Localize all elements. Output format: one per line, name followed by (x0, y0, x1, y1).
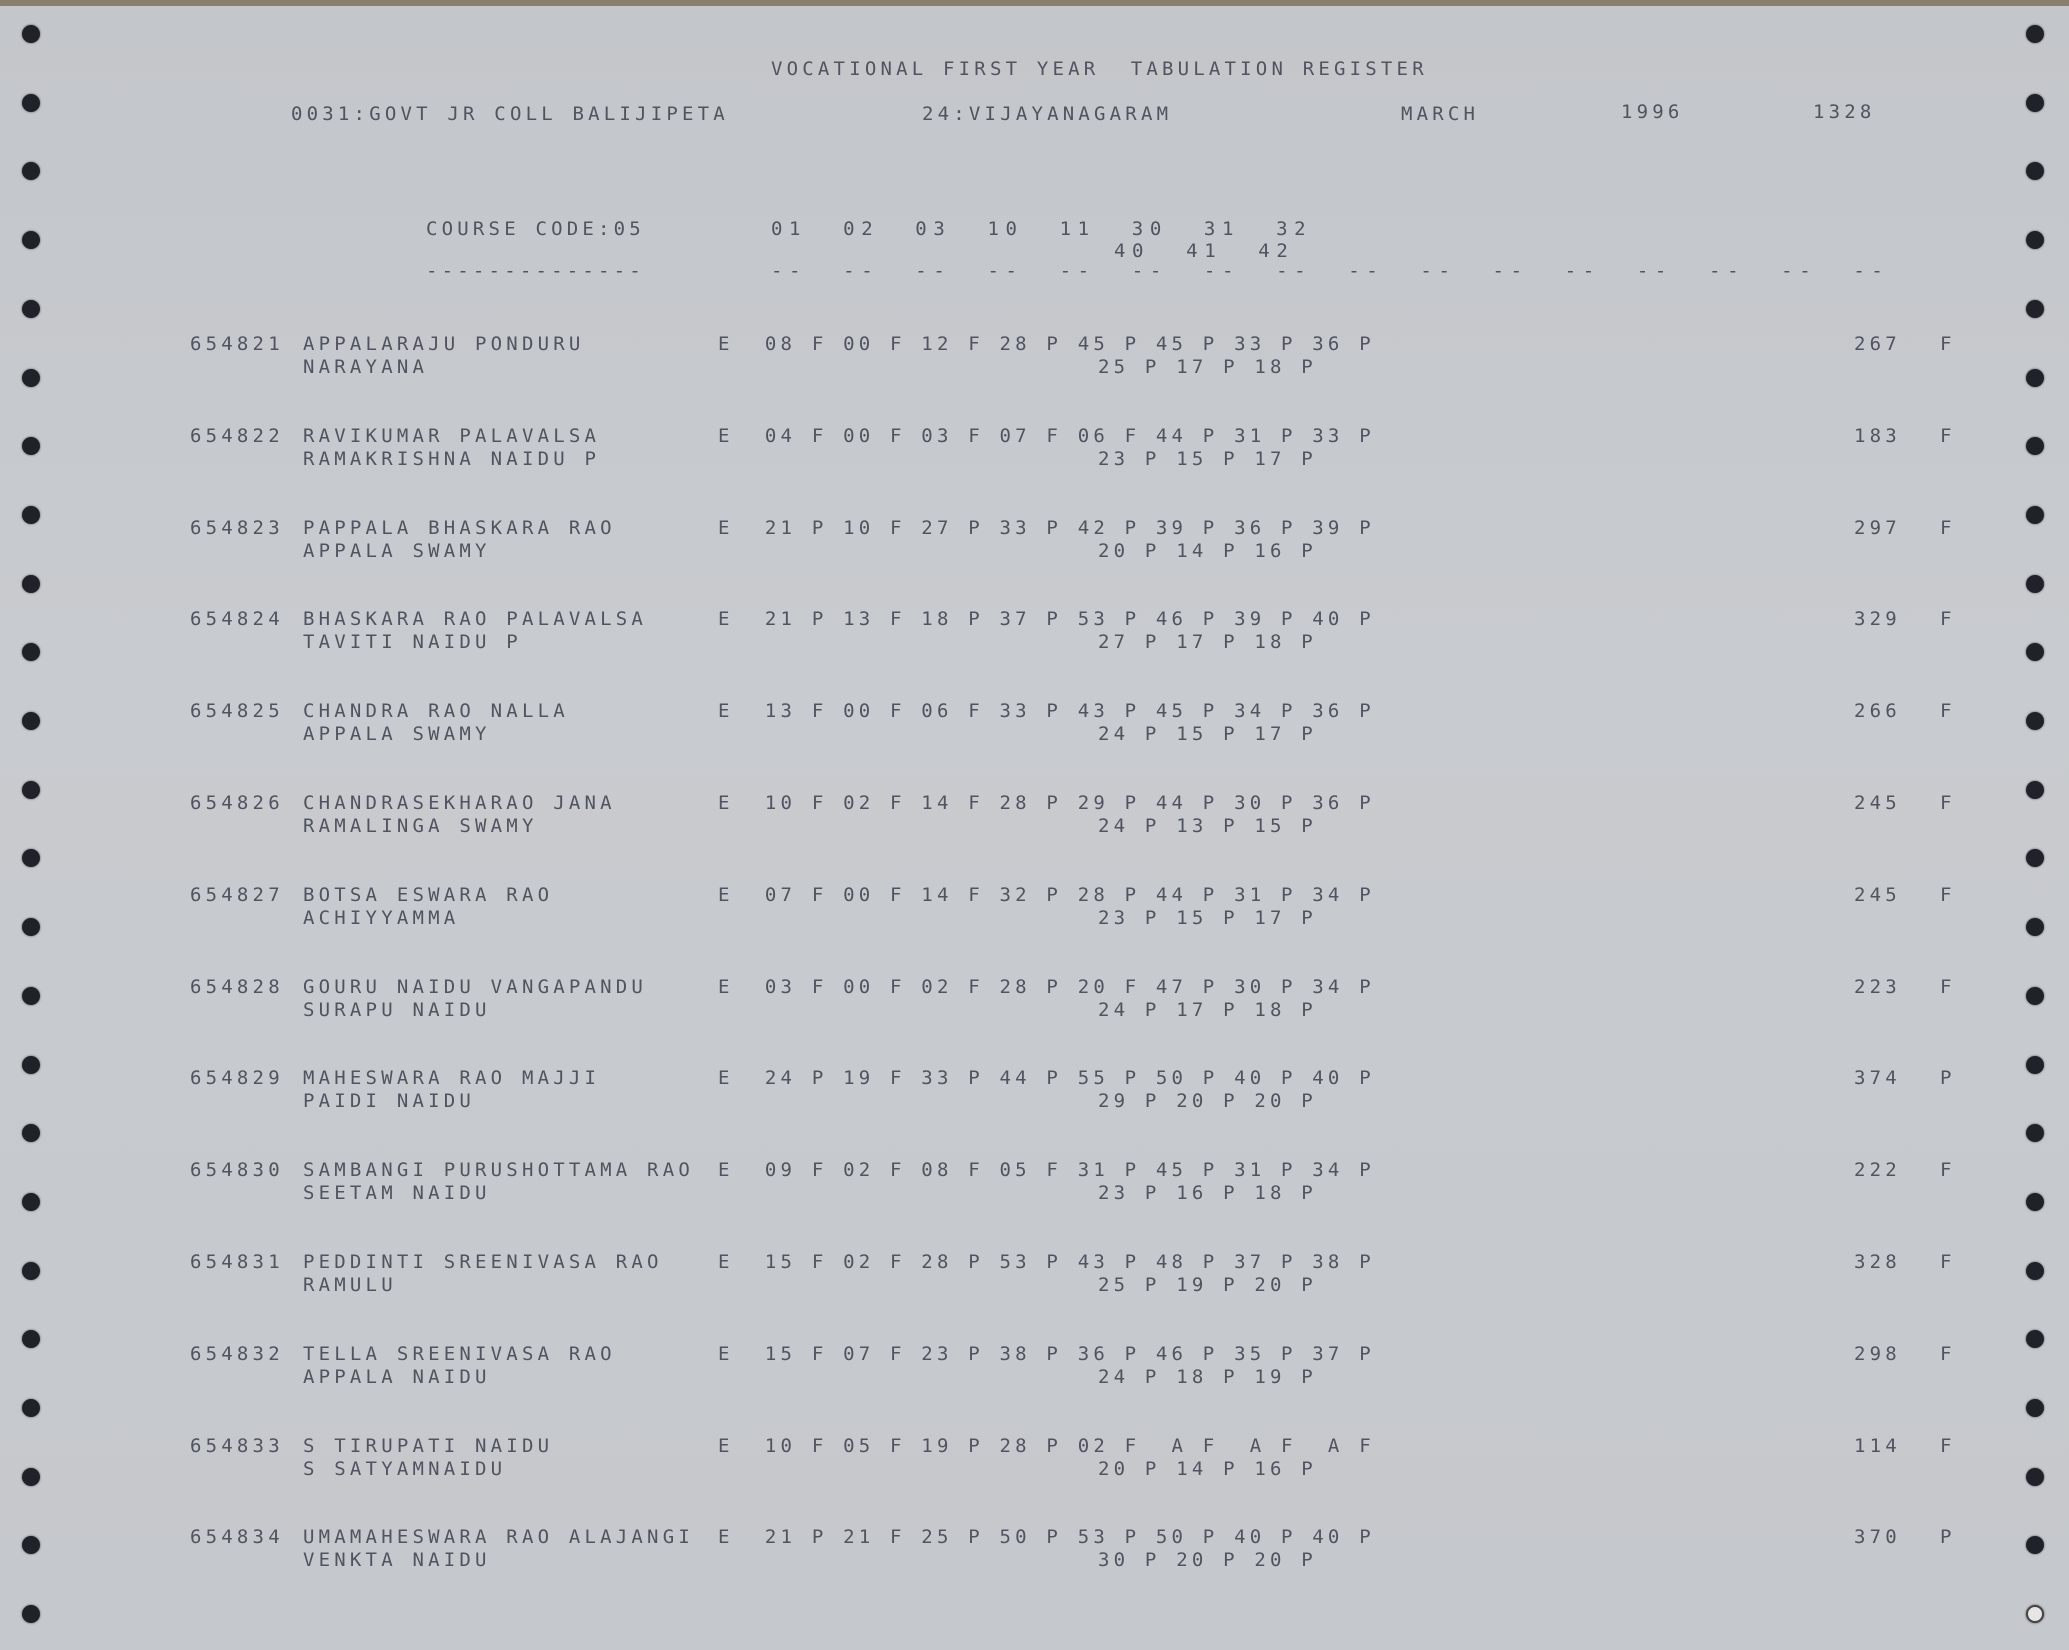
roll-number: 654828 (190, 975, 284, 998)
table-row (190, 1435, 2010, 1495)
total-marks: 370 (1854, 1526, 1901, 1549)
feed-hole-icon (2026, 506, 2044, 524)
table-row (190, 976, 2010, 1036)
marks-line1: E 15 F 07 F 23 P 38 P 36 P 46 P 35 P 37 P (718, 1342, 1375, 1365)
marks-line2: 25 P 19 P 20 P (1098, 1274, 1317, 1296)
feed-hole-icon (2026, 712, 2044, 730)
table-row (190, 1067, 2010, 1127)
total-marks: 223 (1854, 975, 1901, 998)
student-name: RAVIKUMAR PALAVALSA (303, 424, 601, 447)
marks-line2: 23 P 15 P 17 P (1098, 906, 1317, 929)
left-tractor-holes (14, 0, 54, 1650)
marks-line1: E 15 F 02 F 28 P 53 P 43 P 48 P 37 P 38 P (718, 1251, 1375, 1273)
parent-name: APPALA SWAMY (303, 539, 491, 562)
marks-line1: E 21 P 10 F 27 P 33 P 42 P 39 P 36 P 39 P (718, 516, 1375, 539)
result: F (1940, 1159, 1956, 1182)
roll-number: 654822 (190, 424, 284, 447)
result: F (1940, 608, 1956, 631)
roll-number: 654823 (190, 516, 284, 539)
feed-hole-icon (2026, 987, 2044, 1005)
result: F (1940, 1434, 1956, 1457)
student-name: GOURU NAIDU VANGAPANDU (303, 975, 648, 998)
result: F (1940, 1342, 1956, 1365)
roll-number: 654825 (190, 700, 284, 723)
feed-hole-icon (22, 643, 40, 661)
result: F (1940, 975, 1956, 998)
feed-hole-icon (22, 1330, 40, 1348)
table-row (190, 700, 2010, 760)
roll-number: 654824 (190, 608, 284, 631)
result: F (1940, 333, 1956, 355)
marks-line2: 27 P 17 P 18 P (1098, 631, 1317, 654)
page-number: 1328 (1813, 101, 1876, 123)
exam-year: 1996 (1621, 101, 1684, 123)
subject-codes-row1: 01 02 03 10 11 30 31 32 (771, 218, 1313, 240)
feed-hole-icon (2026, 231, 2044, 249)
feed-hole-icon (22, 849, 40, 867)
result: F (1940, 424, 1956, 447)
parent-name: ACHIYYAMMA (303, 906, 460, 929)
course-code-label: COURSE CODE:05 (426, 218, 645, 240)
marks-line2: 30 P 20 P 20 P (1098, 1549, 1317, 1572)
result: P (1940, 1526, 1956, 1549)
marks-line1: E 09 F 02 F 08 F 05 F 31 P 45 P 31 P 34 P (718, 1159, 1375, 1182)
feed-hole-icon (2026, 1399, 2044, 1417)
result: F (1940, 792, 1956, 814)
feed-hole-icon (22, 987, 40, 1005)
result: F (1940, 1251, 1956, 1273)
marks-line1: E 24 P 19 F 33 P 44 P 55 P 50 P 40 P 40 P (718, 1067, 1375, 1090)
feed-hole-icon (22, 781, 40, 799)
feed-hole-icon (22, 1605, 40, 1623)
parent-name: SEETAM NAIDU (303, 1182, 491, 1205)
student-name: CHANDRA RAO NALLA (303, 700, 569, 723)
feed-hole-icon (22, 712, 40, 730)
feed-hole-icon (22, 506, 40, 524)
total-marks: 114 (1854, 1434, 1901, 1457)
parent-name: APPALA NAIDU (303, 1365, 491, 1388)
total-marks: 266 (1854, 700, 1901, 723)
result: P (1940, 1067, 1956, 1090)
total-marks: 183 (1854, 424, 1901, 447)
total-marks: 328 (1854, 1251, 1901, 1273)
feed-hole-icon (22, 300, 40, 318)
marks-line2: 24 P 13 P 15 P (1098, 815, 1317, 837)
marks-line1: E 21 P 21 F 25 P 50 P 53 P 50 P 40 P 40 P (718, 1526, 1375, 1549)
subject-codes-row2: 40 41 42 (1114, 240, 1295, 262)
total-marks: 267 (1854, 333, 1901, 355)
parent-name: S SATYAMNAIDU (303, 1457, 507, 1480)
feed-hole-icon (22, 1193, 40, 1211)
feed-hole-icon (2026, 1468, 2044, 1486)
total-marks: 245 (1854, 792, 1901, 814)
feed-hole-icon (2026, 1193, 2044, 1211)
result: F (1940, 883, 1956, 906)
table-row (190, 1251, 2010, 1311)
roll-number: 654830 (190, 1159, 284, 1182)
feed-hole-icon (22, 1124, 40, 1142)
feed-hole-icon (2026, 1262, 2044, 1280)
parent-name: SURAPU NAIDU (303, 998, 491, 1021)
marks-line2: 24 P 18 P 19 P (1098, 1365, 1317, 1388)
feed-hole-icon (2026, 25, 2044, 43)
feed-hole-icon (2026, 1330, 2044, 1348)
feed-hole-icon (22, 918, 40, 936)
course-code-underline: -------------- (426, 260, 645, 282)
table-row (190, 517, 2010, 577)
feed-hole-icon (2026, 369, 2044, 387)
table-row (190, 1343, 2010, 1403)
roll-number: 654831 (190, 1251, 284, 1273)
feed-hole-icon (22, 1056, 40, 1074)
feed-hole-icon (22, 94, 40, 112)
table-row (190, 1159, 2010, 1219)
feed-hole-icon (22, 437, 40, 455)
feed-hole-icon (2026, 1536, 2044, 1554)
student-name: TELLA SREENIVASA RAO (303, 1342, 616, 1365)
feed-hole-icon (2026, 162, 2044, 180)
marks-line2: 20 P 14 P 16 P (1098, 539, 1317, 562)
parent-name: VENKTA NAIDU (303, 1549, 491, 1572)
table-row (190, 333, 2010, 393)
marks-line1: E 13 F 00 F 06 F 33 P 43 P 45 P 34 P 36 P (718, 700, 1375, 723)
table-row (190, 425, 2010, 485)
marks-line1: E 04 F 00 F 03 F 07 F 06 F 44 P 31 P 33 P (718, 424, 1375, 447)
feed-hole-icon (22, 1399, 40, 1417)
student-name: BOTSA ESWARA RAO (303, 883, 554, 906)
student-name: UMAMAHESWARA RAO ALAJANGI (303, 1526, 694, 1549)
parent-name: RAMAKRISHNA NAIDU P (303, 447, 601, 470)
roll-number: 654829 (190, 1067, 284, 1090)
total-marks: 374 (1854, 1067, 1901, 1090)
feed-hole-icon (2026, 918, 2044, 936)
student-name: SAMBANGI PURUSHOTTAMA RAO (303, 1159, 694, 1182)
marks-line2: 25 P 17 P 18 P (1098, 356, 1317, 378)
feed-hole-icon (2026, 849, 2044, 867)
roll-number: 654821 (190, 333, 284, 355)
total-marks: 297 (1854, 516, 1901, 539)
feed-hole-icon (22, 1536, 40, 1554)
marks-line1: E 03 F 00 F 02 F 28 P 20 F 47 P 30 P 34 P (718, 975, 1375, 998)
college-name: 0031:GOVT JR COLL BALIJIPETA (291, 103, 729, 125)
total-marks: 245 (1854, 883, 1901, 906)
feed-hole-icon (2026, 781, 2044, 799)
roll-number: 654826 (190, 792, 284, 814)
roll-number: 654832 (190, 1342, 284, 1365)
marks-line2: 29 P 20 P 20 P (1098, 1090, 1317, 1113)
column-dashes: -- -- -- -- -- -- -- -- -- -- -- -- -- -- -- -- (771, 260, 1890, 282)
right-tractor-holes (2018, 0, 2058, 1650)
district-name: 24:VIJAYANAGARAM (922, 103, 1173, 125)
roll-number: 654834 (190, 1526, 284, 1549)
register-title: VOCATIONAL FIRST YEAR TABULATION REGISTER (771, 58, 1428, 80)
roll-number: 654833 (190, 1434, 284, 1457)
feed-hole-icon (22, 369, 40, 387)
feed-hole-icon (2026, 575, 2044, 593)
parent-name: PAIDI NAIDU (303, 1090, 476, 1113)
roll-number: 654827 (190, 883, 284, 906)
feed-hole-icon (22, 25, 40, 43)
feed-hole-icon (22, 162, 40, 180)
feed-hole-icon (22, 575, 40, 593)
marks-line1: E 07 F 00 F 14 F 32 P 28 P 44 P 31 P 34 P (718, 883, 1375, 906)
result: F (1940, 516, 1956, 539)
marks-line1: E 10 F 05 F 19 P 28 P 02 F A F A F A F (718, 1434, 1375, 1457)
total-marks: 329 (1854, 608, 1901, 631)
feed-hole-icon (22, 1262, 40, 1280)
parent-name: TAVITI NAIDU P (303, 631, 522, 654)
feed-hole-icon (2026, 643, 2044, 661)
exam-month: MARCH (1401, 103, 1480, 125)
marks-line1: E 08 F 00 F 12 F 28 P 45 P 45 P 33 P 36 P (718, 333, 1375, 355)
parent-name: RAMULU (303, 1274, 397, 1296)
feed-hole-icon (2026, 1056, 2044, 1074)
total-marks: 298 (1854, 1342, 1901, 1365)
marks-line2: 24 P 17 P 18 P (1098, 998, 1317, 1021)
feed-hole-icon (2026, 437, 2044, 455)
parent-name: APPALA SWAMY (303, 723, 491, 746)
student-name: PAPPALA BHASKARA RAO (303, 516, 616, 539)
student-name: S TIRUPATI NAIDU (303, 1434, 554, 1457)
total-marks: 222 (1854, 1159, 1901, 1182)
marks-line2: 20 P 14 P 16 P (1098, 1457, 1317, 1480)
feed-hole-icon (2026, 300, 2044, 318)
paper-edge (0, 0, 2069, 6)
student-name: APPALARAJU PONDURU (303, 333, 585, 355)
table-row (190, 608, 2010, 668)
feed-hole-icon (2026, 94, 2044, 112)
result: F (1940, 700, 1956, 723)
marks-line2: 23 P 15 P 17 P (1098, 447, 1317, 470)
parent-name: RAMALINGA SWAMY (303, 815, 538, 837)
table-row (190, 1526, 2010, 1586)
parent-name: NARAYANA (303, 356, 429, 378)
student-name: PEDDINTI SREENIVASA RAO (303, 1251, 663, 1273)
table-row (190, 884, 2010, 944)
table-row (190, 792, 2010, 852)
marks-line1: E 10 F 02 F 14 F 28 P 29 P 44 P 30 P 36 P (718, 792, 1375, 814)
student-name: MAHESWARA RAO MAJJI (303, 1067, 601, 1090)
feed-hole-icon (2026, 1124, 2044, 1142)
feed-hole-icon (22, 231, 40, 249)
feed-hole-icon (2026, 1605, 2044, 1623)
marks-line2: 24 P 15 P 17 P (1098, 723, 1317, 746)
marks-line1: E 21 P 13 F 18 P 37 P 53 P 46 P 39 P 40 P (718, 608, 1375, 631)
student-name: BHASKARA RAO PALAVALSA (303, 608, 648, 631)
student-name: CHANDRASEKHARAO JANA (303, 792, 616, 814)
feed-hole-icon (22, 1468, 40, 1486)
marks-line2: 23 P 16 P 18 P (1098, 1182, 1317, 1205)
